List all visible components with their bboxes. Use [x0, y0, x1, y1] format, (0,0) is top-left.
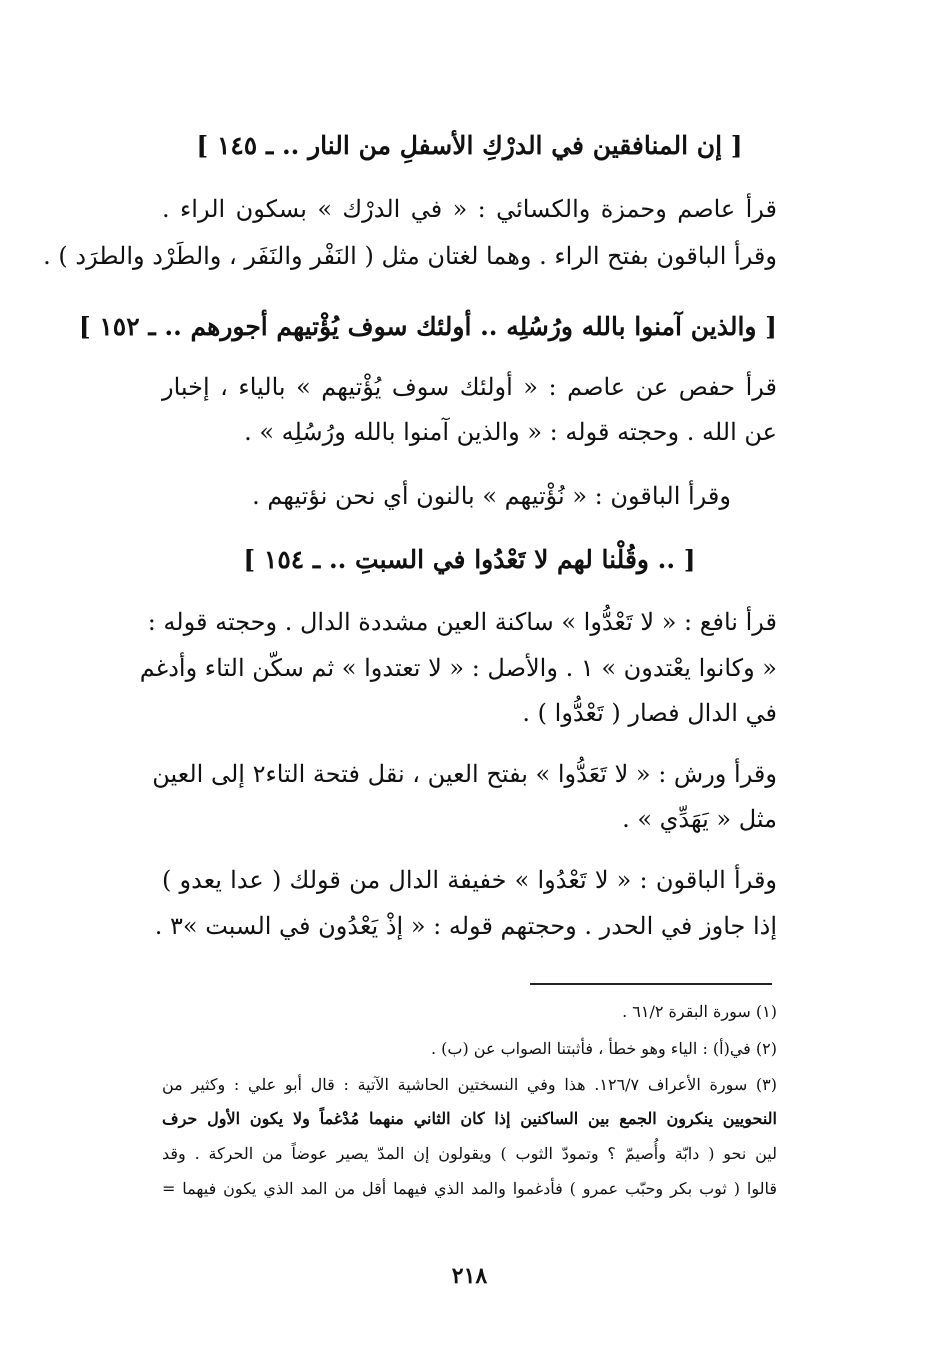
paragraph-line: قرأ حفص عن عاصم : « أولئك سوف يُؤْتيهم » بالياء ، إخبار [162, 373, 777, 401]
footnote-1: (١) سورة البقرة ٦١/٢ . [622, 1002, 777, 1021]
page-number: ٢١٨ [451, 1263, 488, 1289]
footnote-3-line: (٣) سورة الأعراف ١٢٦/٧. هذا وفي النسختين الحاشية الآتية : قال أبو علي : وكثير من [162, 1075, 778, 1094]
paragraph-line: وقرأ الباقون : « لا تَعْدُوا » خفيفة الدال من قولك ( عدا يعدو ) [162, 866, 778, 894]
paragraph-line: وقرأ الباقون : « نُؤْتيهم » بالنون أي نحن نؤتيهم . [252, 482, 731, 510]
paragraph-line: مثل « يَهَدِّي » . [622, 805, 777, 833]
paragraph-line: قرأ نافع : « لا تَعْدُّوا » ساكنة العين مشددة الدال . وحجته قوله : [147, 608, 777, 636]
footnote-3-line: قالوا ( ثوب بكر وحبّب عمرو ) فأدغموا والمد الذي فيهما أقل من المد الذي يكون فيهما = [162, 1179, 777, 1198]
paragraph-line: وقرأ الباقون بفتح الراء . وهما لغتان مثل ( النَفْر والنَفَر ، والطَرْد والطرَد ) . [43, 242, 777, 270]
footnote-divider [530, 983, 772, 985]
paragraph-line: « وكانوا يعْتدون » ١ . والأصل : « لا تعتدوا » ثم سكّن التاء وأدغم [139, 654, 777, 682]
footnote-3-line: لين نحو ( دابّة وأُصيمّ ؟ وتمودّ الثوب ) ويقولون إن المدّ يصير عوضاً من الحركة . وقد [162, 1144, 777, 1163]
footnote-2: (٢) في(أ) : الياء وهو خطأ ، فأثبتنا الصواب عن (ب) . [430, 1039, 777, 1058]
verse-heading-154: [ .. وقُلْنا لهم لا تَعْدُوا في السبتِ .. ـ ١٥٤ ] [243, 545, 696, 574]
paragraph-line: في الدال فصار ( تَعْدُّوا ) . [522, 699, 777, 727]
verse-heading-145: [ إن المنافقين في الدرْكِ الأسفلِ من النار .. ـ ١٤٥ ] [196, 131, 743, 160]
paragraph-line: عن الله . وحجته قوله : « والذين آمنوا بالله ورُسُلِه » . [244, 418, 777, 446]
verse-heading-152: [ والذين آمنوا بالله ورُسُلِه .. أولئك سوف يُؤْتيهم أجورهم .. ـ ١٥٢ ] [78, 312, 777, 341]
paragraph-line: إذا جاوز في الحدر . وحجتهم قوله : « إذْ يَعْدُون في السبت »٣ . [154, 912, 777, 940]
footnote-3-line: النحويين ينكرون الجمع بين الساكنين إذا كان الثاني منهما مُدْغماً ولا يكون الأول حرف [162, 1109, 777, 1128]
paragraph-line: وقرأ ورش : « لا تَعَدُّوا » بفتح العين ، نقل فتحة التاء٢ إلى العين [152, 760, 777, 788]
paragraph-line: قرأ عاصم وحمزة والكسائي : « في الدرْك » بسكون الراء . [162, 195, 777, 223]
